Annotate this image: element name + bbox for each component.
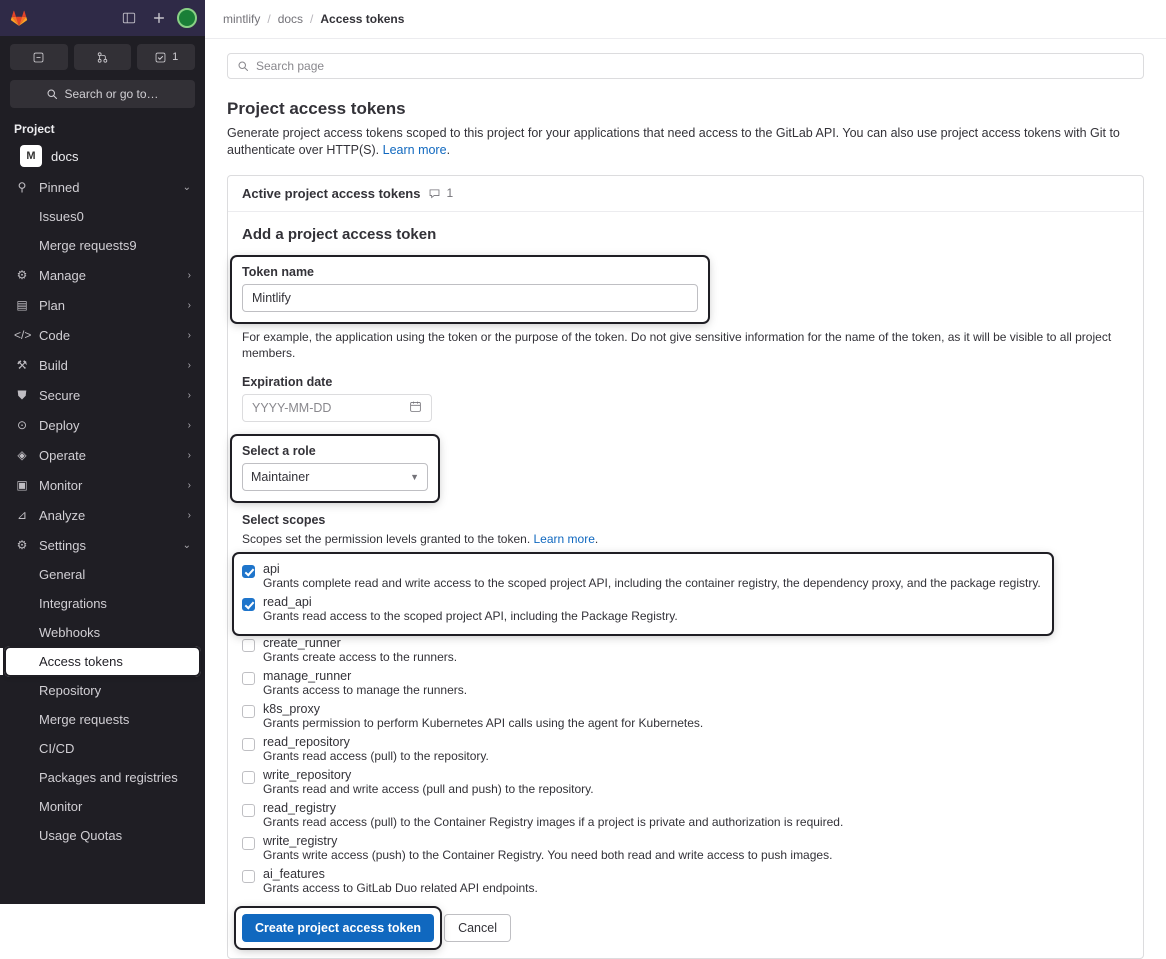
chevron-down-icon: ⌄ — [182, 181, 191, 193]
scope-description: Grants read access (pull) to the Container Registry images if a project is private and authorization is required. — [263, 815, 844, 830]
sidebar-item-merge-requests[interactable] — [6, 232, 199, 259]
breadcrumb-item-group[interactable]: mintlify — [223, 12, 261, 26]
scopes-hint-end: . — [594, 532, 599, 547]
expiration-field-group — [242, 375, 1129, 422]
submit-highlight — [236, 908, 440, 948]
page-description — [227, 125, 1132, 159]
search-placeholder: Search or go to… — [64, 87, 159, 101]
sidebar-project[interactable] — [6, 140, 199, 172]
sidebar-item-secure[interactable] — [6, 381, 199, 409]
sidebar-item-deploy[interactable] — [6, 411, 199, 439]
sidebar-item-access-tokens[interactable] — [6, 648, 199, 675]
scope-name: read_registry — [263, 801, 336, 816]
todos-button[interactable] — [10, 44, 68, 70]
selected-scopes-group — [234, 554, 1052, 634]
sidebar-item-settings[interactable] — [6, 531, 199, 559]
chevron-right-icon: › — [187, 359, 191, 371]
breadcrumb-item-project[interactable]: docs — [277, 12, 304, 26]
token-name-value: Mintlify — [252, 290, 291, 305]
sidebar-item-label: Build — [39, 357, 68, 373]
role-label: Select a role — [242, 444, 316, 459]
gear-icon: ⚙ — [16, 538, 28, 552]
sidebar-item-label: CI/CD — [39, 741, 75, 756]
sidebar-item-code[interactable] — [6, 321, 199, 349]
scopes-hint-text: Scopes set the permission levels granted to the token. — [242, 532, 534, 547]
calendar-icon[interactable] — [409, 400, 422, 416]
chevron-right-icon: › — [187, 389, 191, 401]
sidebar-item-pinned[interactable] — [6, 173, 199, 201]
status-badge-count: 1 — [446, 186, 454, 201]
scope-name: create_runner — [263, 636, 341, 651]
add-token-form — [228, 212, 1143, 958]
panel-header — [228, 176, 1143, 212]
checkbox-write_registry[interactable] — [242, 837, 255, 850]
sidebar-item-repository[interactable] — [6, 677, 199, 704]
scope-name: k8s_proxy — [263, 702, 320, 717]
search-page-placeholder: Search page — [256, 59, 325, 73]
sidebar-item-usage-quotas[interactable] — [6, 822, 199, 849]
sidebar-section-title: Project — [14, 122, 55, 136]
search-page-input[interactable] — [227, 53, 1144, 79]
role-field-group — [232, 436, 438, 501]
merge-requests-button[interactable] — [74, 44, 132, 70]
shield-icon: ⛊ — [17, 387, 27, 402]
sidebar-item-label: Monitor — [39, 477, 83, 493]
expiration-date-input[interactable] — [242, 394, 432, 422]
sidebar-item-plan[interactable] — [6, 291, 199, 319]
scope-row-read_repository[interactable] — [242, 733, 1129, 766]
sidebar-item-label: Issues — [39, 209, 77, 224]
scope-name: write_registry — [263, 834, 338, 849]
access-tokens-panel — [227, 175, 1144, 959]
plus-icon[interactable] — [147, 6, 171, 30]
scope-row-k8s_proxy[interactable] — [242, 700, 1129, 733]
sidebar-item-label: Repository — [39, 683, 102, 698]
sidebar-item-label: Integrations — [39, 596, 107, 611]
search-input[interactable] — [10, 80, 195, 108]
scope-description: Grants access to GitLab Duo related API endpoints. — [263, 881, 538, 896]
sidebar-item-label: Code — [39, 327, 71, 343]
expiration-label: Expiration date — [242, 375, 333, 390]
scopes-learn-more-link[interactable]: Learn more — [533, 532, 595, 547]
code-icon: </> — [14, 328, 32, 342]
token-name-field-group — [232, 257, 708, 322]
breadcrumb — [205, 0, 1166, 39]
scope-description: Grants create access to the runners. — [263, 650, 458, 665]
sidebar-item-merge-requests-settings[interactable] — [6, 706, 199, 733]
checkbox-create_runner[interactable] — [242, 639, 255, 652]
sidebar-item-manage[interactable] — [6, 261, 199, 289]
breadcrumb-current: Access tokens — [320, 12, 405, 26]
scope-row-write_registry[interactable] — [242, 832, 1129, 865]
sidebar-item-general[interactable] — [6, 561, 199, 588]
sidebar-item-label: Merge requests — [39, 238, 130, 253]
monitor-icon: ▣ — [16, 478, 28, 492]
sidebar-item-cicd[interactable] — [6, 735, 199, 762]
scope-row-ai_features[interactable] — [242, 865, 1129, 898]
sidebar-item-label: General — [39, 567, 86, 582]
form-title: Add a project access token — [242, 225, 437, 243]
sidebar-item-label: Usage Quotas — [39, 828, 123, 843]
sidebar-top-bar — [0, 0, 205, 36]
learn-more-link[interactable]: Learn more — [382, 142, 447, 157]
chevron-down-icon: ▼ — [410, 472, 419, 483]
search-icon — [237, 60, 249, 72]
checkbox-ai_features[interactable] — [242, 870, 255, 883]
chevron-right-icon: › — [187, 269, 191, 281]
build-icon: ⚒ — [16, 358, 28, 372]
scope-name: manage_runner — [263, 669, 352, 684]
sidebar-item-label: Monitor — [39, 799, 83, 814]
todo-count: 1 — [172, 51, 179, 63]
comment-icon — [428, 187, 441, 200]
sidebar-item-label: Access tokens — [39, 654, 123, 669]
scope-name: read_repository — [263, 735, 350, 750]
scope-name: read_api — [263, 595, 312, 610]
sidebar-quick-actions — [0, 36, 205, 74]
scope-description: Grants write access (push) to the Container Registry. You need both read and write access to push images. — [263, 848, 833, 863]
chevron-right-icon: › — [187, 329, 191, 341]
scopes-label: Select scopes — [242, 513, 326, 528]
sidebar-item-label: Deploy — [39, 417, 80, 433]
sidebar-item-monitor[interactable] — [6, 471, 199, 499]
breadcrumb-separator: / — [310, 12, 314, 26]
checkbox-read_api[interactable] — [242, 598, 255, 611]
chevron-right-icon: › — [187, 509, 191, 521]
sidebar-item-label: Merge requests — [39, 712, 130, 727]
search-icon — [46, 88, 58, 100]
scope-row-api[interactable] — [242, 560, 1044, 593]
checkbox-api[interactable] — [242, 565, 255, 578]
page-title: Project access tokens — [227, 99, 406, 118]
sidebar-item-label: Operate — [39, 447, 86, 463]
panel-header-label: Active project access tokens — [242, 185, 421, 201]
scopes-hint — [242, 532, 1129, 546]
token-name-hint: For example, the application using the token or the purpose of the token. Do not give sensitive information for the name of the token, as it will be visible to all project members. — [242, 329, 1112, 360]
analyze-icon: ⊿ — [16, 508, 28, 522]
page-description-end: . — [446, 142, 451, 157]
chevron-right-icon: › — [187, 299, 191, 311]
avatar[interactable] — [177, 8, 197, 28]
sidebar-item-label: Packages and registries — [39, 770, 178, 785]
gitlab-logo-icon[interactable] — [8, 7, 30, 29]
operate-icon: ◈ — [17, 448, 27, 462]
role-select[interactable] — [242, 463, 428, 491]
pin-icon: ⚲ — [17, 180, 27, 194]
sidebar-item-operate[interactable] — [6, 441, 199, 469]
scope-row-manage_runner[interactable] — [242, 667, 1129, 700]
deploy-icon: ⊙ — [16, 418, 28, 432]
cancel-button[interactable]: Cancel — [444, 914, 511, 942]
scope-name: api — [263, 562, 280, 577]
form-actions — [242, 914, 1129, 942]
scope-description: Grants access to manage the runners. — [263, 683, 468, 698]
sidebar-item-label: Settings — [39, 537, 86, 553]
sidebar-item-label: Webhooks — [39, 625, 101, 640]
scope-name: ai_features — [263, 867, 325, 882]
breadcrumb-separator: / — [267, 12, 271, 26]
checkbox-read_registry[interactable] — [242, 804, 255, 817]
checkbox-manage_runner[interactable] — [242, 672, 255, 685]
page-description-text: Generate project access tokens scoped to this project for your applications that need access to the GitLab API. You can also use project access tokens with Git to authenticate over HTTP(S). — [227, 126, 1120, 157]
sidebar-item-integrations[interactable] — [6, 590, 199, 617]
sidebar-item-analyze[interactable] — [6, 501, 199, 529]
sidebar-item-label: Manage — [39, 267, 86, 283]
project-avatar: M — [20, 145, 42, 167]
scope-description: Grants read access (pull) to the repository. — [263, 749, 489, 764]
token-name-label: Token name — [242, 264, 315, 279]
scope-row-read_api[interactable] — [242, 593, 1044, 626]
checkbox-write_repository[interactable] — [242, 771, 255, 784]
sidebar-item-webhooks[interactable] — [6, 619, 199, 646]
role-value: Maintainer — [251, 470, 310, 485]
sidebar-item-label: Secure — [39, 387, 81, 403]
scope-description: Grants read and write access (pull and push) to the repository. — [263, 782, 594, 797]
create-token-button[interactable]: Create project access token — [242, 914, 434, 942]
issues-count: 0 — [76, 209, 84, 224]
manage-icon: ⚙ — [16, 268, 28, 282]
project-name: docs — [51, 148, 79, 164]
sidebar-item-build[interactable] — [6, 351, 199, 379]
scope-row-create_runner[interactable] — [242, 634, 1129, 667]
sidebar-item-label: Plan — [39, 297, 66, 313]
checkbox-read_repository[interactable] — [242, 738, 255, 751]
chevron-right-icon: › — [187, 449, 191, 461]
page-content — [205, 39, 1166, 959]
sidebar-item-packages-registries[interactable] — [6, 764, 199, 791]
sidebar-item-label: Pinned — [39, 179, 80, 195]
scope-row-write_repository[interactable] — [242, 766, 1129, 799]
checkbox-k8s_proxy[interactable] — [242, 705, 255, 718]
merge-requests-count: 9 — [129, 238, 137, 253]
scope-row-read_registry[interactable] — [242, 799, 1129, 832]
sidebar-item-issues[interactable] — [6, 203, 199, 230]
token-name-input[interactable] — [242, 284, 698, 312]
scope-description: Grants read access to the scoped project API, including the Package Registry. — [263, 609, 678, 624]
scope-description: Grants permission to perform Kubernetes API calls using the agent for Kubernetes. — [263, 716, 704, 731]
sidebar-item-monitor-settings[interactable] — [6, 793, 199, 820]
chevron-right-icon: › — [187, 479, 191, 491]
panel-toggle-icon[interactable] — [117, 6, 141, 30]
chevron-right-icon: › — [187, 419, 191, 431]
plan-icon: ▤ — [16, 298, 28, 312]
main-content — [205, 0, 1166, 936]
todo-list-button[interactable] — [137, 44, 195, 70]
sidebar-item-label: Analyze — [39, 507, 86, 523]
scopes-section — [242, 513, 1129, 898]
scope-name: write_repository — [263, 768, 352, 783]
chevron-down-icon: ⌄ — [182, 539, 191, 551]
sidebar — [0, 0, 205, 904]
expiration-placeholder: YYYY-MM-DD — [252, 401, 332, 416]
status-badge — [428, 186, 453, 200]
scope-description: Grants complete read and write access to the scoped project API, including the container registry, the dependency proxy, and the package registry. — [263, 576, 1041, 591]
